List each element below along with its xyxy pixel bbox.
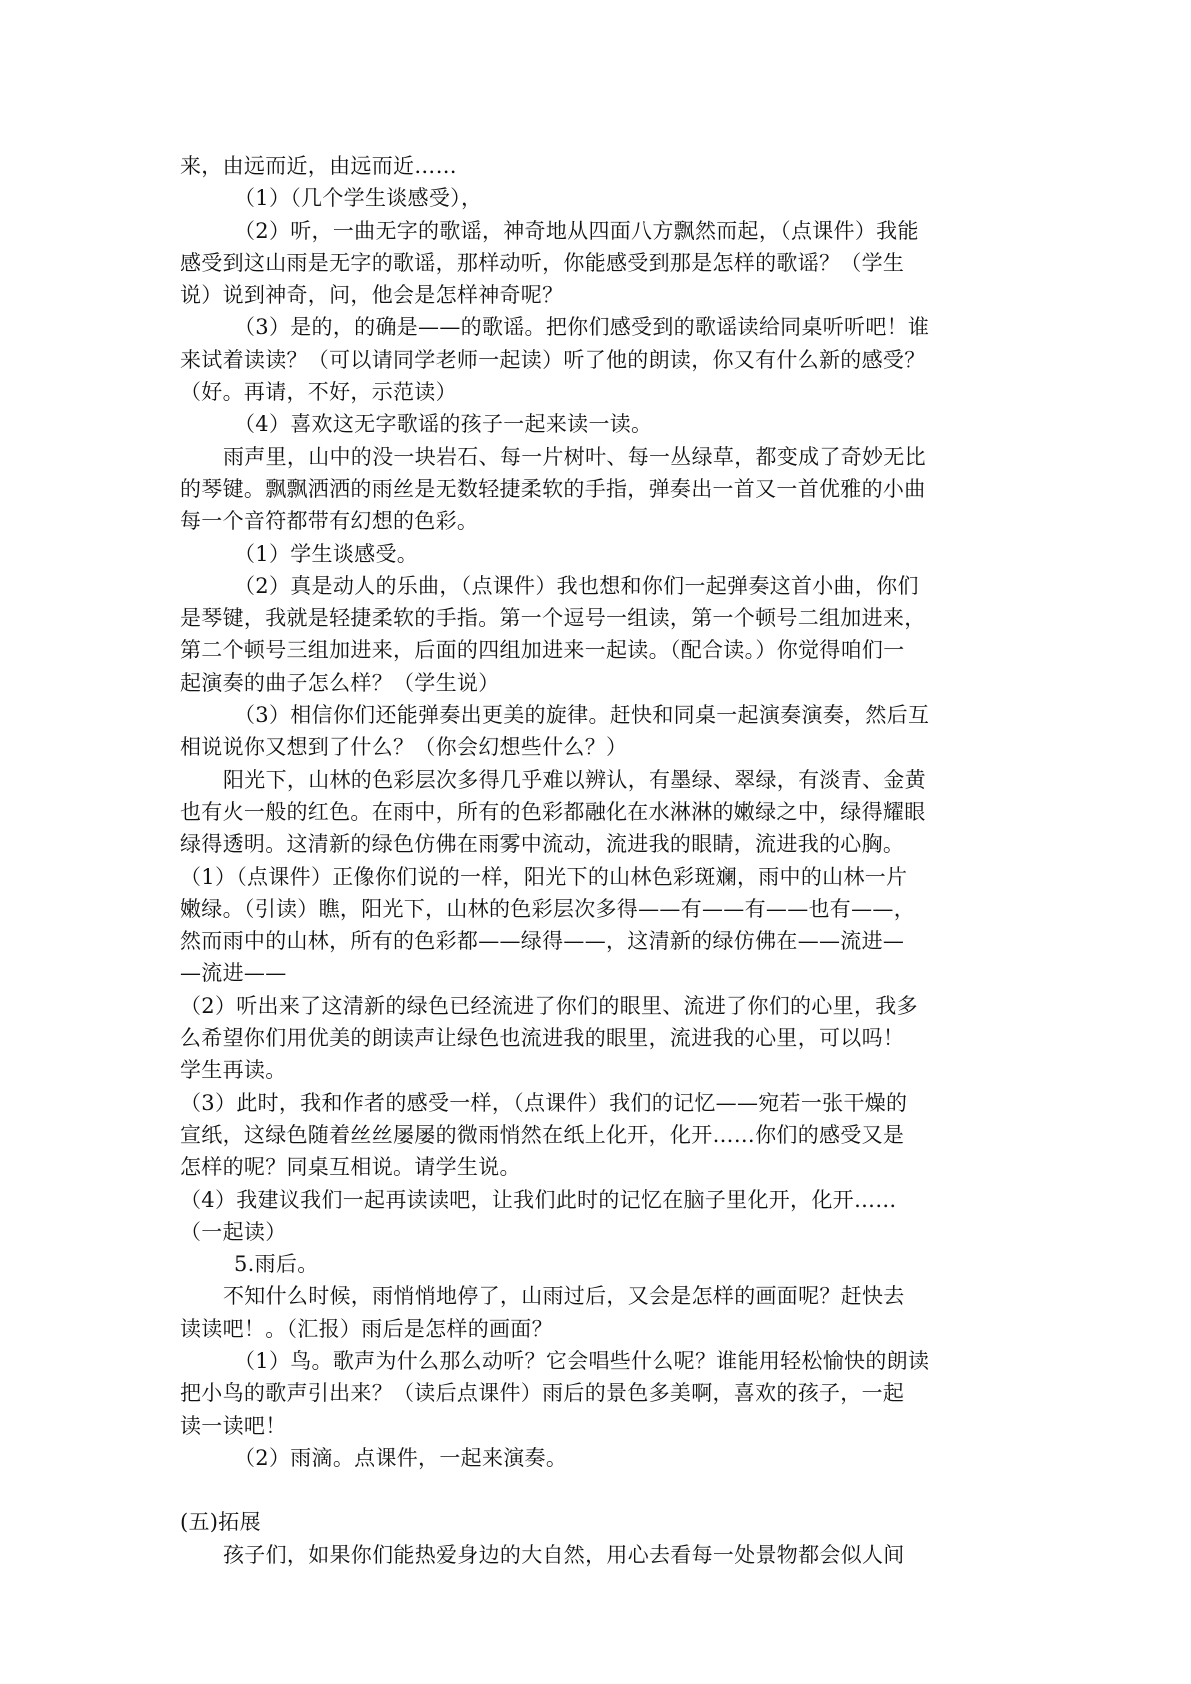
text-line: （4）我建议我们一起再读读吧，让我们此时的记忆在脑子里化开，化开…… — [180, 1187, 897, 1212]
text-line: 把小鸟的歌声引出来？（读后点课件）雨后的景色多美啊，喜欢的孩子，一起 — [180, 1381, 905, 1406]
text-line: 也有火一般的红色。在雨中，所有的色彩都融化在水淋淋的嫩绿之中，绿得耀眼 — [180, 799, 926, 824]
text-line: 说）说到神奇，问，他会是怎样神奇呢？ — [180, 283, 564, 308]
text-line: —流进—— — [180, 961, 287, 986]
text-line: 感受到这山雨是无字的歌谣，那样动听，你能感受到那是怎样的歌谣？（学生 — [180, 250, 905, 275]
text-line: 么希望你们用优美的朗读声让绿色也流进我的眼里，流进我的心里，可以吗！ — [180, 1026, 905, 1051]
section-heading: 5.雨后。 — [234, 1252, 319, 1277]
text-line: 宣纸，这绿色随着丝丝屡屡的微雨悄然在纸上化开，化开……你们的感受又是 — [180, 1122, 905, 1147]
text-line: 不知什么时候，雨悄悄地停了，山雨过后，又会是怎样的画面呢？赶快去 — [223, 1284, 905, 1309]
text-line: （好。再请，不好，示范读） — [180, 380, 457, 405]
text-line: 然而雨中的山林，所有的色彩都——绿得——，这清新的绿仿佛在——流进— — [180, 929, 905, 954]
text-line: （1）鸟。歌声为什么那么动听？它会唱些什么呢？谁能用轻松愉快的朗读 — [234, 1348, 930, 1373]
text-line: 读一读吧！ — [180, 1413, 287, 1438]
text-line: 第二个顿号三组加进来，后面的四组加进来一起读。（配合读。）你觉得咱们一 — [180, 638, 905, 663]
text-line: 的琴键。飘飘洒洒的雨丝是无数轻捷柔软的手指，弹奏出一首又一首优雅的小曲 — [180, 476, 926, 501]
text-line: 起演奏的曲子怎么样？（学生说） — [180, 670, 500, 695]
text-line: （4）喜欢这无字歌谣的孩子一起来读一读。 — [234, 412, 653, 437]
text-line: （3）是的，的确是——的歌谣。把你们感受到的歌谣读给同桌听听吧！谁 — [234, 315, 930, 340]
text-line: 雨声里，山中的没一块岩石、每一片树叶、每一丛绿草，都变成了奇妙无比 — [223, 444, 926, 469]
text-line: （1）（点课件）正像你们说的一样，阳光下的山林色彩斑斓，雨中的山林一片 — [180, 864, 908, 889]
text-line: 学生再读。 — [180, 1058, 287, 1083]
text-line: 嫩绿。（引读）瞧，阳光下，山林的色彩层次多得——有——有——也有——， — [180, 896, 915, 921]
text-line: （1）学生谈感受。 — [234, 541, 419, 566]
text-line: （1）（几个学生谈感受）， — [234, 186, 483, 211]
text-line: 绿得透明。这清新的绿色仿佛在雨雾中流动，流进我的眼睛，流进我的心胸。 — [180, 832, 905, 857]
text-line: 孩子们，如果你们能热爱身边的大自然，用心去看每一处景物都会似人间 — [223, 1542, 905, 1567]
section-heading: (五)拓展 — [180, 1510, 261, 1535]
text-line: 来，由远而近，由远而近…… — [180, 154, 457, 178]
text-line: （2）雨滴。点课件，一起来演奏。 — [234, 1445, 568, 1470]
text-line: 读读吧！。（汇报）雨后是怎样的画面？ — [180, 1316, 553, 1341]
text-line: 是琴键，我就是轻捷柔软的手指。第一个逗号一组读，第一个顿号二组加进来， — [180, 606, 926, 631]
document-page — [180, 150, 1020, 1571]
text-line: （3）此时，我和作者的感受一样，（点课件）我们的记忆——宛若一张干燥的 — [180, 1090, 908, 1115]
blank-line — [180, 1474, 1020, 1506]
text-line: （2）真是动人的乐曲，（点课件）我也想和你们一起弹奏这首小曲，你们 — [234, 573, 919, 598]
text-line: 怎样的呢？同桌互相说。请学生说。 — [180, 1155, 521, 1180]
text-line: 每一个音符都带有幻想的色彩。 — [180, 509, 479, 534]
text-line: （2）听出来了这清新的绿色已经流进了你们的眼里、流进了你们的心里，我多 — [180, 993, 918, 1018]
text-line: （一起读） — [180, 1219, 287, 1244]
text-line: 相说说你又想到了什么？（你会幻想些什么？） — [180, 735, 628, 760]
text-line: （2）听，一曲无字的歌谣，神奇地从四面八方飘然而起，（点课件）我能 — [234, 218, 919, 243]
text-line: 阳光下，山林的色彩层次多得几乎难以辨认，有墨绿、翠绿，有淡青、金黄 — [223, 767, 926, 792]
text-line: 来试着读读？（可以请同学老师一起读）听了他的朗读，你又有什么新的感受？ — [180, 347, 926, 372]
text-line: （3）相信你们还能弹奏出更美的旋律。赶快和同桌一起演奏演奏，然后互 — [234, 703, 930, 728]
